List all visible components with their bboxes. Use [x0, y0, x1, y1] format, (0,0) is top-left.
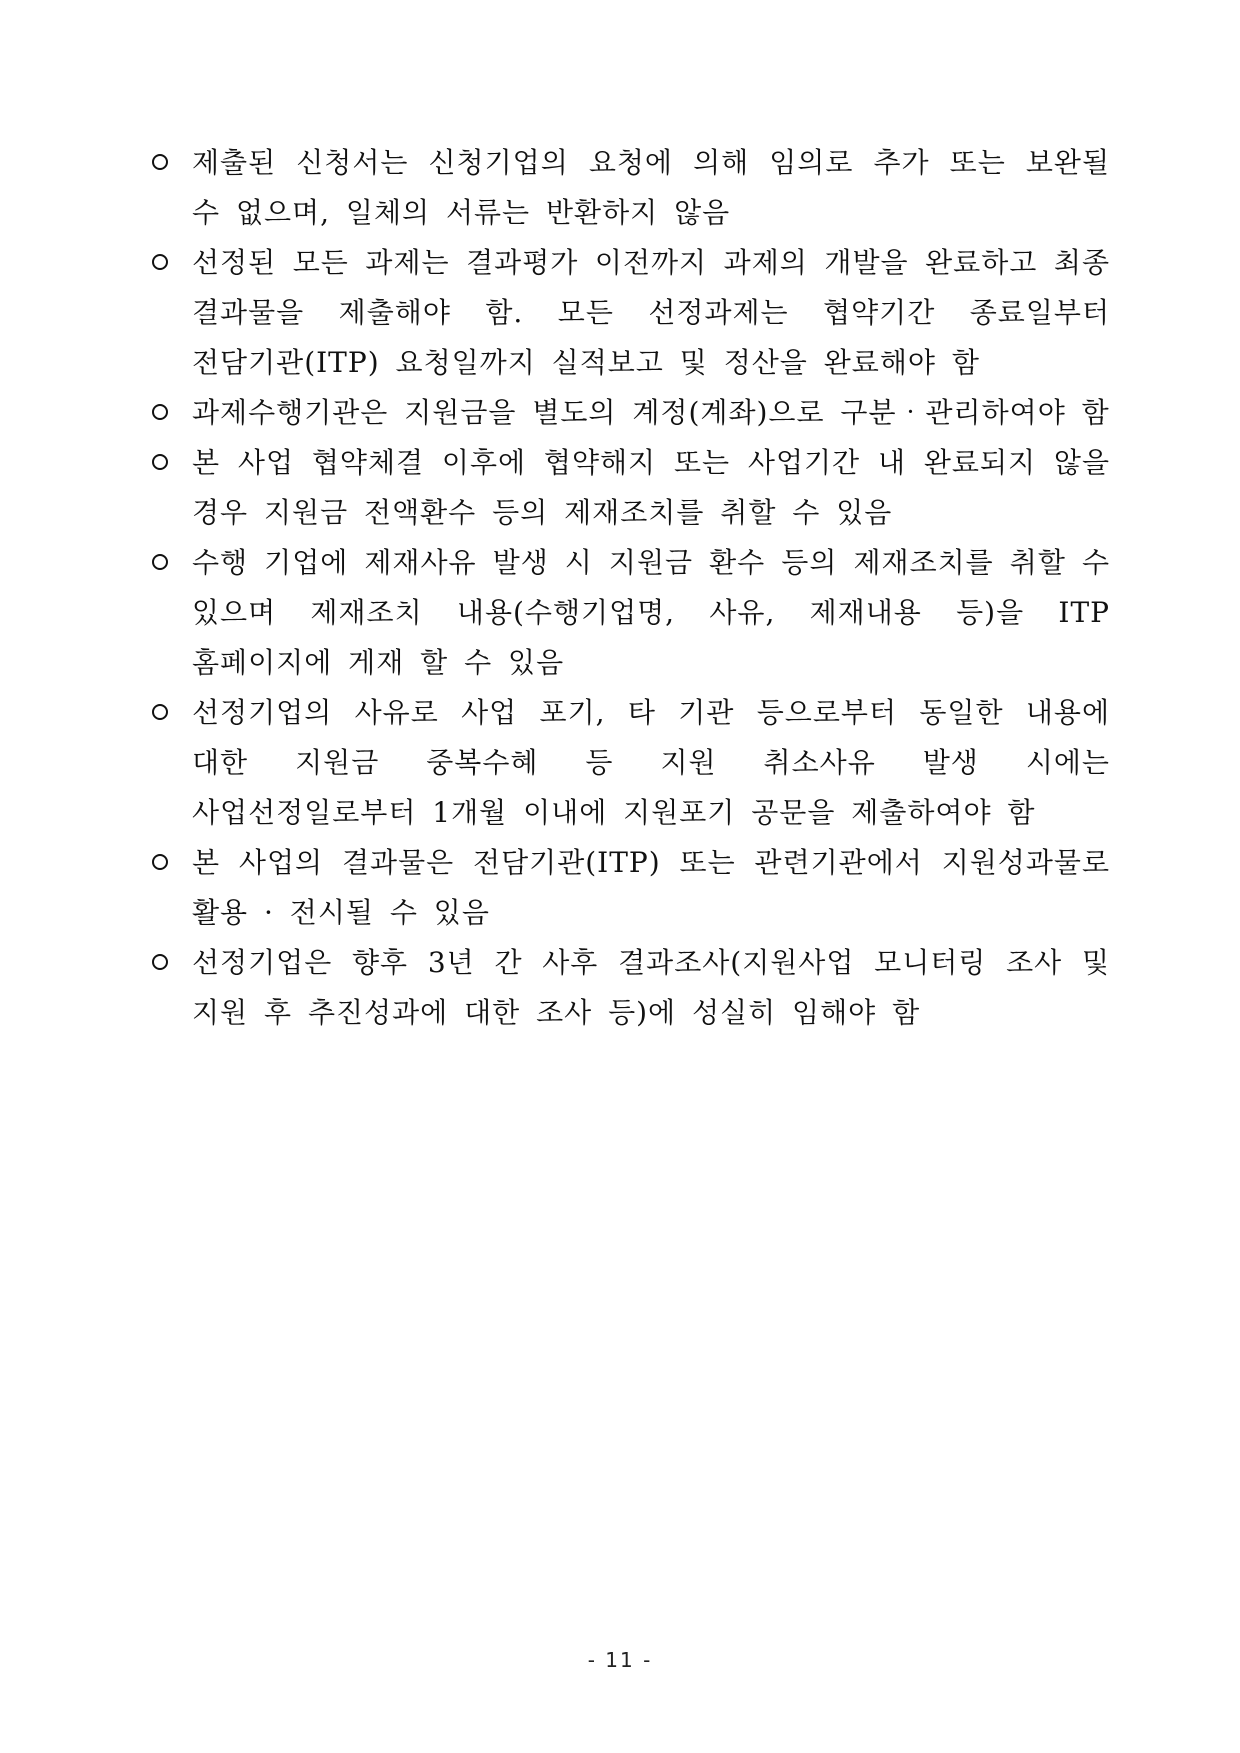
list-item-text: 본 사업의 결과물은 전담기관(ITP) 또는 관련기관에서 지원성과물로 활용 · 전시될 수 있음	[192, 846, 1110, 929]
circle-bullet-icon	[150, 938, 192, 988]
circle-bullet-icon	[150, 688, 192, 738]
list-item	[150, 838, 1110, 938]
list-item-text: 본 사업 협약체결 이후에 협약해지 또는 사업기간 내 완료되지 않을 경우 지원금 전액환수 등의 제재조치를 취할 수 있음	[192, 446, 1110, 529]
list-item	[150, 388, 1110, 438]
circle-bullet-icon	[150, 238, 192, 288]
circle-bullet-icon	[150, 838, 192, 888]
circle-bullet-icon	[150, 388, 192, 438]
list-item-text: 선정기업의 사유로 사업 포기, 타 기관 등으로부터 동일한 내용에 대한 지원금 중복수혜 등 지원 취소사유 발생 시에는 사업선정일로부터 1개월 이내에 지원포기 공문을 제출하여야 함	[192, 696, 1110, 829]
circle-bullet-icon	[150, 538, 192, 588]
list-item	[150, 438, 1110, 538]
bullet-list	[150, 138, 1110, 1038]
list-item	[150, 938, 1110, 1038]
list-item	[150, 538, 1110, 688]
list-item	[150, 688, 1110, 838]
circle-bullet-icon	[150, 138, 192, 188]
list-item-text: 수행 기업에 제재사유 발생 시 지원금 환수 등의 제재조치를 취할 수 있으며 제재조치 내용(수행기업명, 사유, 제재내용 등)을 ITP 홈페이지에 게재 할 수 있음	[192, 546, 1110, 679]
list-item-text: 선정된 모든 과제는 결과평가 이전까지 과제의 개발을 완료하고 최종 결과물을 제출해야 함. 모든 선정과제는 협약기간 종료일부터 전담기관(ITP) 요청일까지 실적보고 및 정산을 완료해야 함	[192, 246, 1110, 379]
list-item	[150, 238, 1110, 388]
page-number: - 11 -	[587, 1648, 653, 1672]
list-item	[150, 138, 1110, 238]
list-item-text: 선정기업은 향후 3년 간 사후 결과조사(지원사업 모니터링 조사 및 지원 후 추진성과에 대한 조사 등)에 성실히 임해야 함	[192, 946, 1110, 1029]
circle-bullet-icon	[150, 438, 192, 488]
list-item-text: 과제수행기관은 지원금을 별도의 계정(계좌)으로 구분‧관리하여야 함	[192, 396, 1110, 429]
list-item-text: 제출된 신청서는 신청기업의 요청에 의해 임의로 추가 또는 보완될 수 없으며, 일체의 서류는 반환하지 않음	[192, 146, 1110, 229]
